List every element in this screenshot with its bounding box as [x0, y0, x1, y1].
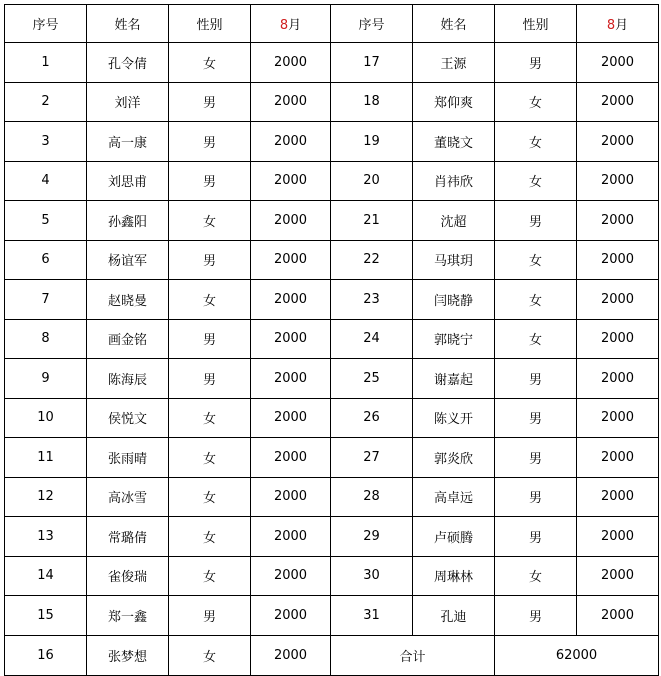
seq-cell: 27 [331, 438, 413, 478]
amount-cell: 2000 [577, 517, 659, 557]
table-row [5, 280, 659, 320]
header-month-unit: 月 [288, 18, 302, 33]
seq-cell: 15 [5, 596, 87, 636]
amount-cell: 2000 [577, 596, 659, 636]
seq-cell: 24 [331, 319, 413, 359]
gender-cell: 女 [169, 556, 251, 596]
salary-roster-table [4, 4, 659, 676]
gender-cell: 男 [495, 517, 577, 557]
seq-cell: 14 [5, 556, 87, 596]
table-row [5, 596, 659, 636]
seq-cell: 17 [331, 43, 413, 83]
gender-cell: 男 [495, 43, 577, 83]
header-gender: 性别 [169, 5, 251, 43]
amount-cell: 2000 [251, 240, 331, 280]
seq-cell: 8 [5, 319, 87, 359]
amount-cell: 2000 [251, 596, 331, 636]
amount-cell: 2000 [577, 122, 659, 162]
name-cell: 周琳林 [413, 556, 495, 596]
header-month-number: 8 [279, 18, 289, 33]
seq-cell: 9 [5, 359, 87, 399]
header-gender-right: 性别 [495, 5, 577, 43]
gender-cell: 女 [169, 517, 251, 557]
name-cell: 孙鑫阳 [87, 201, 169, 241]
gender-cell: 女 [169, 280, 251, 320]
amount-cell: 2000 [251, 517, 331, 557]
name-cell: 雀俊瑞 [87, 556, 169, 596]
amount-cell: 2000 [577, 161, 659, 201]
name-cell: 卢硕腾 [413, 517, 495, 557]
table-row [5, 438, 659, 478]
seq-cell: 7 [5, 280, 87, 320]
amount-cell: 2000 [577, 82, 659, 122]
gender-cell: 男 [169, 161, 251, 201]
amount-cell: 2000 [251, 359, 331, 399]
gender-cell: 女 [495, 240, 577, 280]
header-month-unit-right: 月 [615, 18, 629, 33]
gender-cell: 女 [169, 438, 251, 478]
gender-cell: 女 [495, 122, 577, 162]
gender-cell: 女 [169, 635, 251, 675]
gender-cell: 女 [169, 398, 251, 438]
name-cell: 郭炎欣 [413, 438, 495, 478]
seq-cell: 11 [5, 438, 87, 478]
gender-cell: 男 [495, 359, 577, 399]
name-cell: 孔令倩 [87, 43, 169, 83]
amount-cell: 2000 [251, 122, 331, 162]
gender-cell: 女 [495, 319, 577, 359]
amount-cell: 2000 [577, 319, 659, 359]
header-name-right: 姓名 [413, 5, 495, 43]
seq-cell: 12 [5, 477, 87, 517]
gender-cell: 女 [495, 280, 577, 320]
name-cell: 常璐倩 [87, 517, 169, 557]
name-cell: 刘洋 [87, 82, 169, 122]
total-value: 62000 [495, 635, 659, 675]
seq-cell: 31 [331, 596, 413, 636]
name-cell: 郑仰爽 [413, 82, 495, 122]
amount-cell: 2000 [251, 438, 331, 478]
header-month [251, 5, 331, 43]
gender-cell: 女 [495, 556, 577, 596]
name-cell: 赵晓曼 [87, 280, 169, 320]
seq-cell: 28 [331, 477, 413, 517]
table-row [5, 240, 659, 280]
amount-cell: 2000 [577, 43, 659, 83]
amount-cell: 2000 [251, 556, 331, 596]
amount-cell: 2000 [251, 201, 331, 241]
name-cell: 沈超 [413, 201, 495, 241]
amount-cell: 2000 [251, 319, 331, 359]
gender-cell: 男 [169, 359, 251, 399]
name-cell: 郑一鑫 [87, 596, 169, 636]
header-name: 姓名 [87, 5, 169, 43]
amount-cell: 2000 [251, 477, 331, 517]
table-row [5, 556, 659, 596]
header-month-number-right: 8 [606, 18, 616, 33]
amount-cell: 2000 [577, 438, 659, 478]
seq-cell: 1 [5, 43, 87, 83]
table-row [5, 517, 659, 557]
seq-cell: 19 [331, 122, 413, 162]
header-seq-right: 序号 [331, 5, 413, 43]
table-row [5, 319, 659, 359]
name-cell: 董晓文 [413, 122, 495, 162]
gender-cell: 女 [169, 477, 251, 517]
seq-cell: 25 [331, 359, 413, 399]
name-cell: 杨谊军 [87, 240, 169, 280]
table-row [5, 43, 659, 83]
seq-cell: 5 [5, 201, 87, 241]
seq-cell: 3 [5, 122, 87, 162]
name-cell: 孔迪 [413, 596, 495, 636]
name-cell: 谢嘉起 [413, 359, 495, 399]
seq-cell: 20 [331, 161, 413, 201]
name-cell: 肖祎欣 [413, 161, 495, 201]
seq-cell: 4 [5, 161, 87, 201]
table-row [5, 398, 659, 438]
name-cell: 张雨晴 [87, 438, 169, 478]
gender-cell: 女 [169, 43, 251, 83]
name-cell: 马琪玥 [413, 240, 495, 280]
seq-cell: 16 [5, 635, 87, 675]
name-cell: 王源 [413, 43, 495, 83]
gender-cell: 男 [169, 596, 251, 636]
gender-cell: 女 [495, 82, 577, 122]
seq-cell: 2 [5, 82, 87, 122]
name-cell: 侯悦文 [87, 398, 169, 438]
seq-cell: 22 [331, 240, 413, 280]
amount-cell: 2000 [251, 161, 331, 201]
gender-cell: 女 [495, 161, 577, 201]
name-cell: 高一康 [87, 122, 169, 162]
gender-cell: 女 [169, 201, 251, 241]
table-row [5, 161, 659, 201]
seq-cell: 6 [5, 240, 87, 280]
seq-cell: 26 [331, 398, 413, 438]
table-row [5, 359, 659, 399]
gender-cell: 男 [169, 82, 251, 122]
gender-cell: 男 [169, 122, 251, 162]
amount-cell: 2000 [251, 280, 331, 320]
table-row [5, 201, 659, 241]
gender-cell: 男 [495, 438, 577, 478]
amount-cell: 2000 [577, 359, 659, 399]
header-seq: 序号 [5, 5, 87, 43]
gender-cell: 男 [495, 398, 577, 438]
table-row [5, 477, 659, 517]
amount-cell: 2000 [251, 635, 331, 675]
name-cell: 郭晓宁 [413, 319, 495, 359]
seq-cell: 10 [5, 398, 87, 438]
seq-cell: 21 [331, 201, 413, 241]
amount-cell: 2000 [577, 201, 659, 241]
amount-cell: 2000 [251, 82, 331, 122]
amount-cell: 2000 [577, 280, 659, 320]
amount-cell: 2000 [251, 43, 331, 83]
name-cell: 画金铭 [87, 319, 169, 359]
name-cell: 陈义开 [413, 398, 495, 438]
total-row [5, 635, 659, 675]
table-row [5, 122, 659, 162]
name-cell: 张梦想 [87, 635, 169, 675]
gender-cell: 男 [495, 201, 577, 241]
header-row [5, 5, 659, 43]
seq-cell: 23 [331, 280, 413, 320]
name-cell: 刘思甫 [87, 161, 169, 201]
seq-cell: 29 [331, 517, 413, 557]
amount-cell: 2000 [577, 240, 659, 280]
seq-cell: 18 [331, 82, 413, 122]
gender-cell: 男 [495, 596, 577, 636]
amount-cell: 2000 [251, 398, 331, 438]
gender-cell: 男 [495, 477, 577, 517]
amount-cell: 2000 [577, 398, 659, 438]
gender-cell: 男 [169, 240, 251, 280]
name-cell: 高卓远 [413, 477, 495, 517]
gender-cell: 男 [169, 319, 251, 359]
seq-cell: 30 [331, 556, 413, 596]
name-cell: 高冰雪 [87, 477, 169, 517]
table-row [5, 82, 659, 122]
amount-cell: 2000 [577, 556, 659, 596]
seq-cell: 13 [5, 517, 87, 557]
name-cell: 陈海辰 [87, 359, 169, 399]
name-cell: 闫晓静 [413, 280, 495, 320]
total-label: 合计 [331, 635, 495, 675]
amount-cell: 2000 [577, 477, 659, 517]
header-month-right [577, 5, 659, 43]
